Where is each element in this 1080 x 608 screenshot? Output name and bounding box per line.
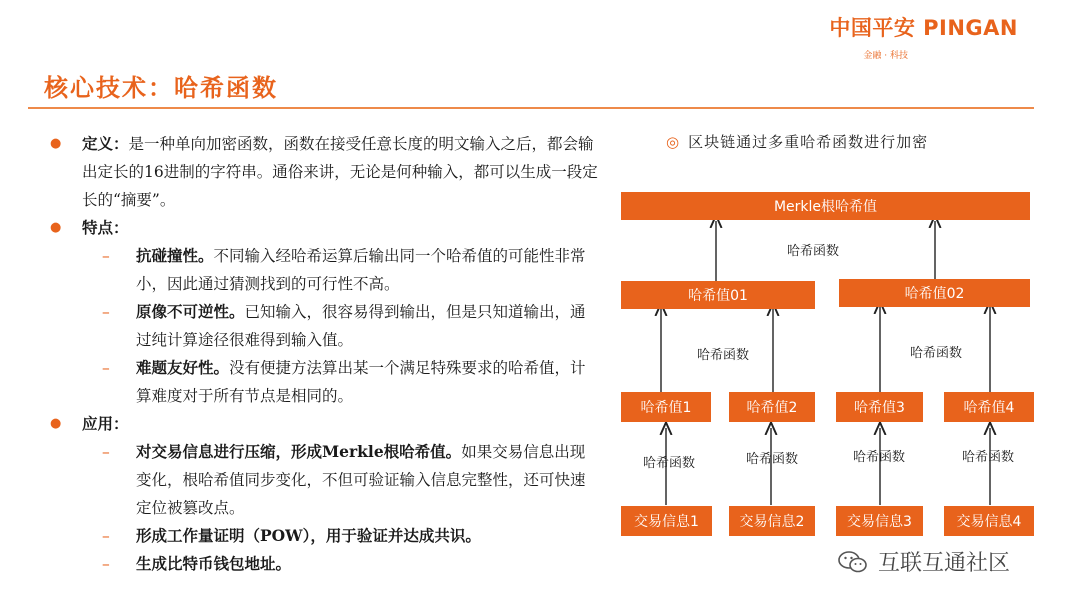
definition-label: 定义： [82,134,129,153]
edge-label: 哈希函数 [962,450,1015,465]
edge-label: 哈希函数 [746,452,799,467]
application-bold: 形成工作量证明（POW），用于验证并达成共识。 [136,526,481,545]
definition-text: 是一种单向加密函数，函数在接受任意长度的明文输入之后，都会输出定长的16进制的字符串。通俗来讲，无论是何种输入，都可以生成一段定长的“摘要”。 [82,135,598,209]
bullet-icon: ● [50,416,62,431]
watermark-text: 互联互通社区 [878,551,1011,576]
transaction-box: 交易信息1 [621,506,712,536]
edge-label: 哈希函数 [910,346,963,361]
feature-text: 没有便捷方法算出某一个满足特殊要求的哈希值，计算难度对于所有节点是相同的。 [136,359,586,405]
dash-icon: – [102,443,110,461]
application-text: 如果交易信息出现变化，根哈希值同步变化，不但可验证输入信息完整性，还可快速定位被篡改点。 [136,443,586,517]
application-bold: 生成比特币钱包地址。 [136,554,292,573]
merkle-root-box: Merkle根哈希值 [621,192,1030,220]
hash-leaf-box: 哈希值4 [944,392,1034,422]
wechat-icon [838,550,868,574]
hash-leaf-box: 哈希值2 [729,392,815,422]
dash-icon: – [102,359,110,377]
logo-brand: 中国平安 PINGAN [829,16,1018,40]
dash-icon: – [102,527,110,545]
page-title: 核心技术：哈希函数 [44,73,278,102]
edge-label: 哈希函数 [853,450,906,465]
feature-bold: 难题友好性。 [136,358,230,377]
feature-text: 不同输入经哈希运算后输出同一个哈希值的可能性非常小，因此通过猜测找到的可行性不高。 [136,247,586,293]
hash-node-box: 哈希值02 [839,279,1030,307]
hash-leaf-box: 哈希值3 [836,392,923,422]
edge-label: 哈希函数 [787,244,840,259]
dash-icon: – [102,555,110,573]
feature-text: 已知输入，很容易得到输出，但是只知道输出，通过纯计算途径很难得到输入值。 [136,303,586,349]
logo-tagline: 金融 · 科技 [863,51,908,61]
hash-node-box: 哈希值01 [621,281,815,309]
watermark [838,546,1010,577]
feature-bold: 抗碰撞性。 [136,246,214,265]
edge-label: 哈希函数 [697,348,750,363]
bullet-icon: ● [50,136,62,151]
transaction-box: 交易信息3 [836,506,923,536]
target-icon: ◎ [666,133,681,151]
application-bold: 对交易信息进行压缩，形成Merkle根哈希值。 [136,442,462,461]
features-label: 特点： [82,218,129,237]
dash-icon: – [102,303,110,321]
diagram-caption-text: 区块链通过多重哈希函数进行加密 [688,133,929,151]
dash-icon: – [102,247,110,265]
feature-bold: 原像不可逆性。 [136,302,245,321]
bullet-icon: ● [50,220,62,235]
hash-leaf-box: 哈希值1 [621,392,711,422]
edge-label: 哈希函数 [643,456,696,471]
transaction-box: 交易信息4 [944,506,1034,536]
transaction-box: 交易信息2 [729,506,815,536]
applications-label: 应用： [82,414,129,433]
